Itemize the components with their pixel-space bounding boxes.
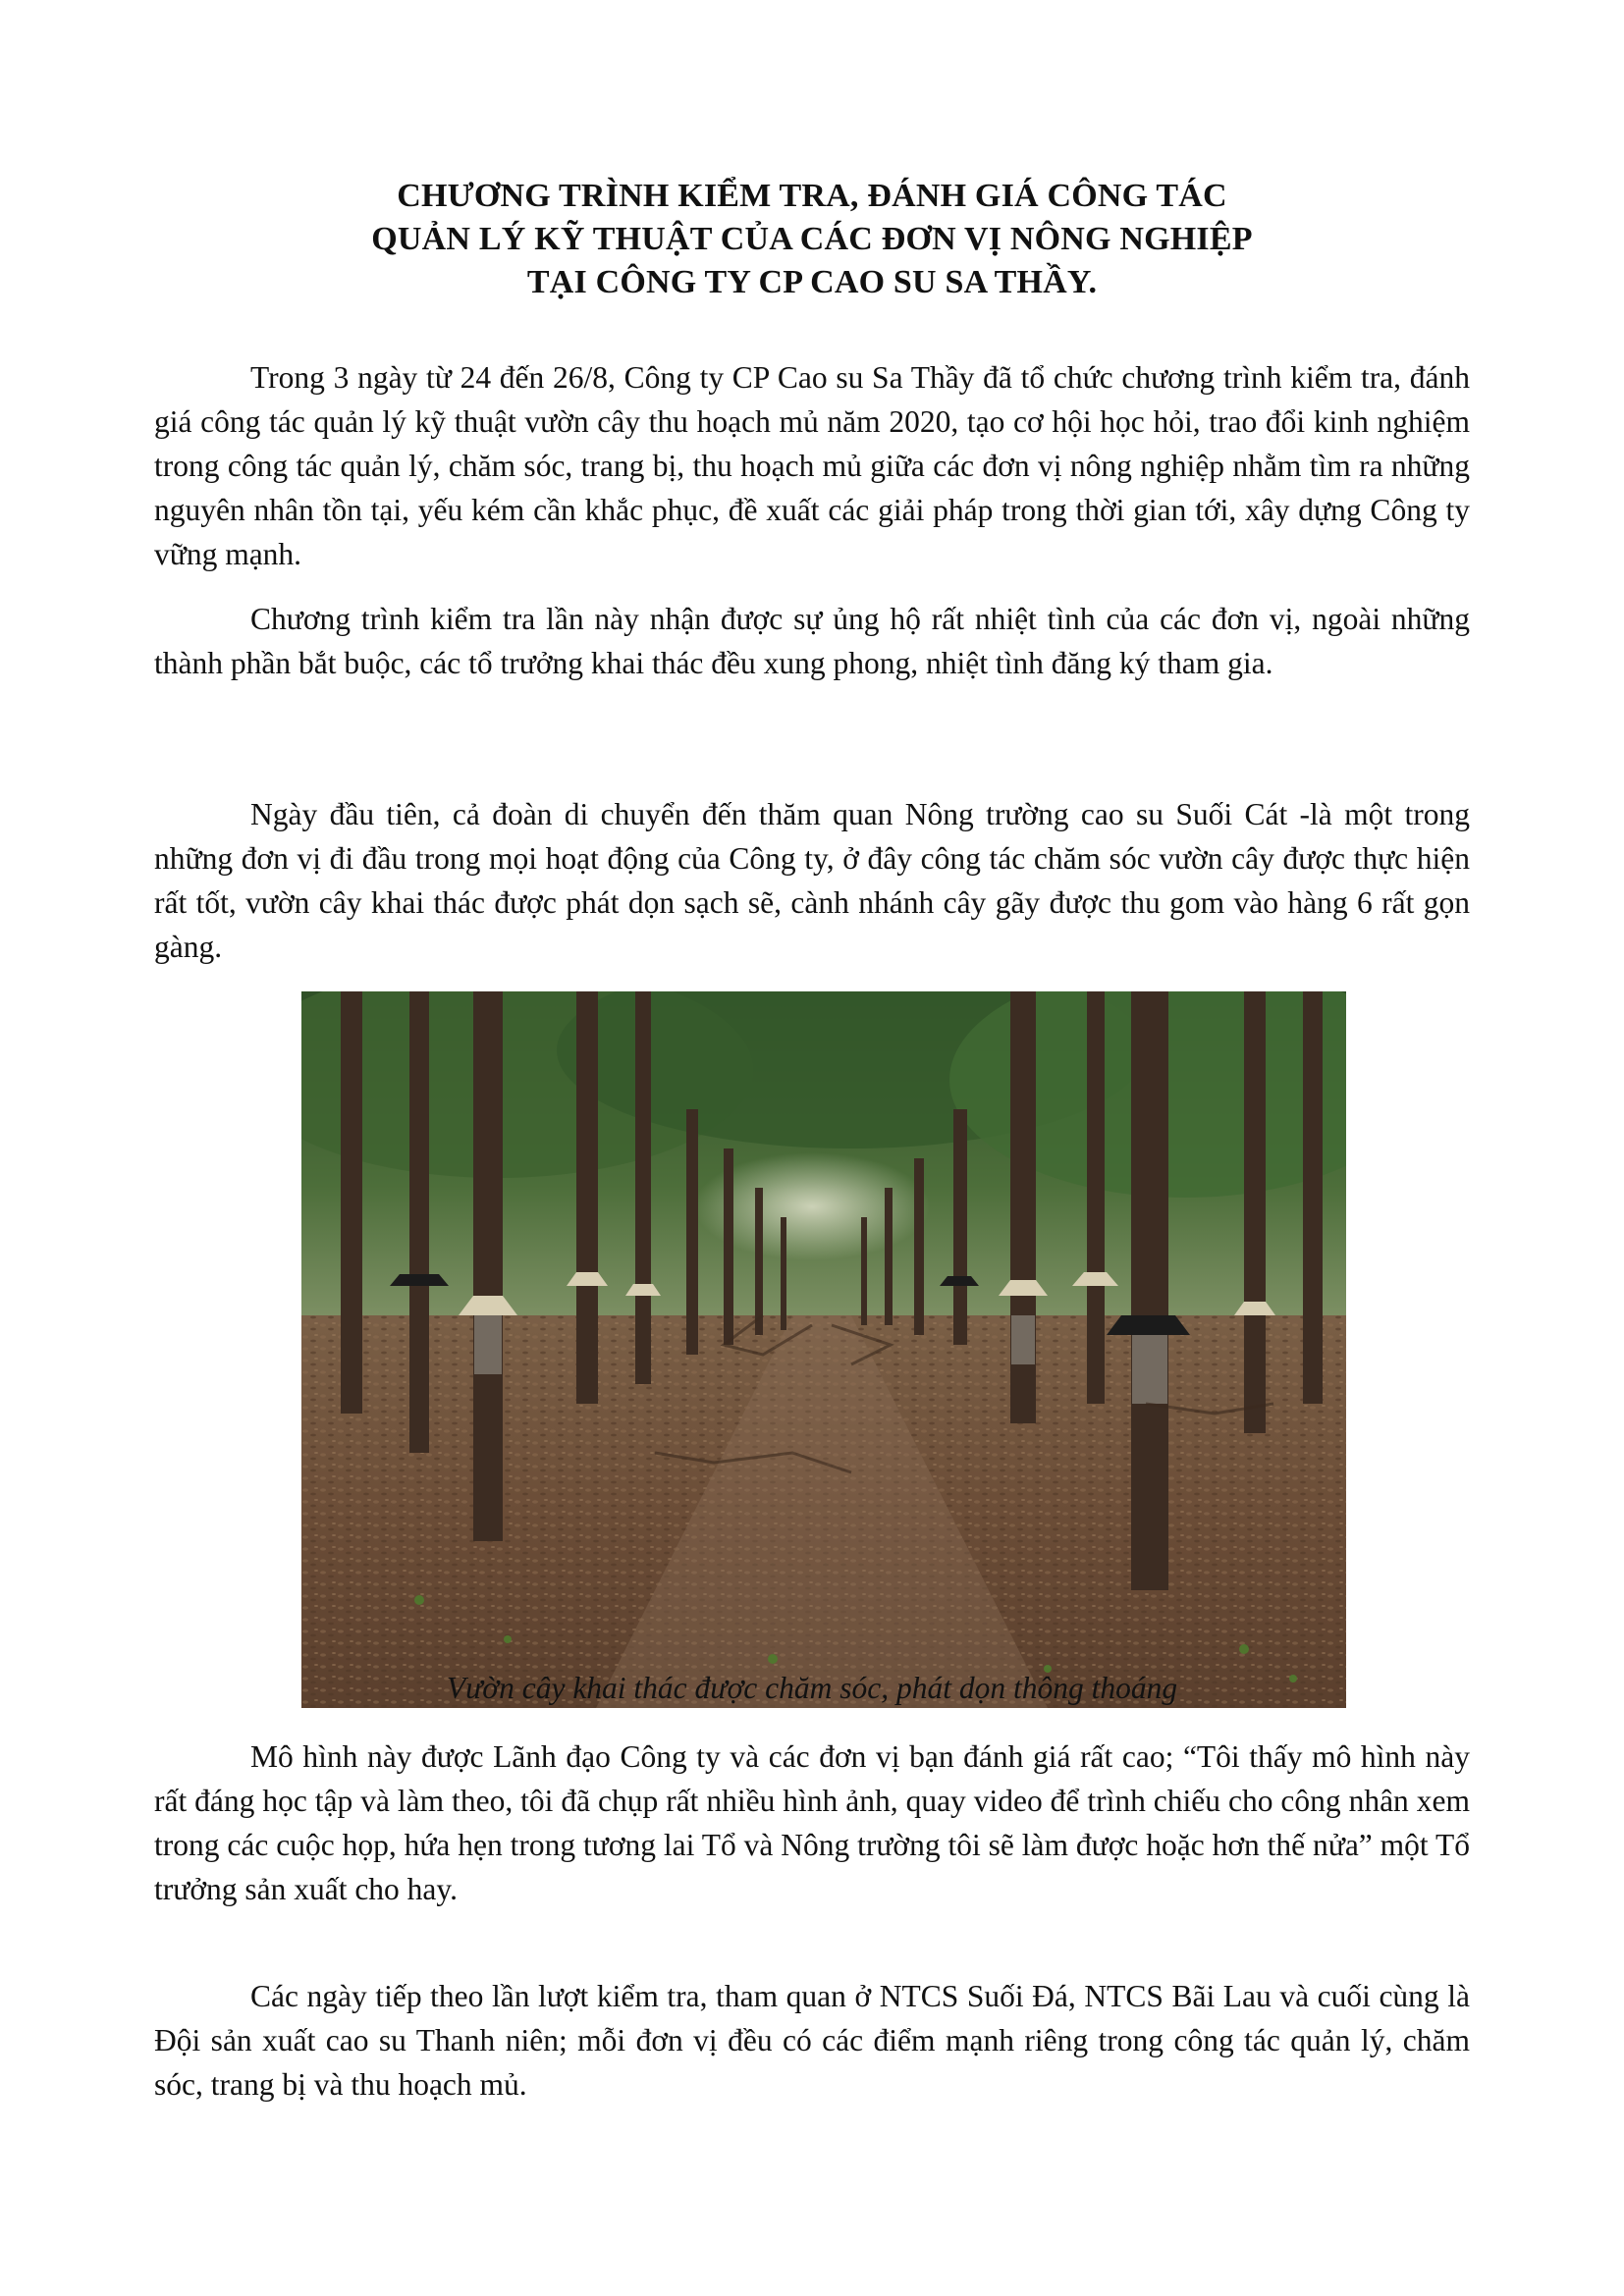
rubber-plantation-photo bbox=[301, 991, 1346, 1708]
title-line-1: CHƯƠNG TRÌNH KIỂM TRA, ĐÁNH GIÁ CÔNG TÁC bbox=[397, 178, 1227, 214]
paragraph-text: Trong 3 ngày từ 24 đến 26/8, Công ty CP Cao su Sa Thầy đã tổ chức chương trình kiểm tra, đánh giá công tác quản lý kỹ thuật vườn cây thu hoạch mủ năm 2020, tạo cơ hội học hỏi, trao đổi kinh nghiệm trong công tác quản lý, chăm sóc, trang bị, thu hoạch mủ giữa các đơn vị nông nghiệp nhằm tìm ra những nguyên nhân tồn tại, yếu kém cần khắc phục, đề xuất các giải pháp trong thời gian tới, xây dựng Công ty vững mạnh. bbox=[154, 360, 1470, 571]
paragraph-text: Mô hình này được Lãnh đạo Công ty và các đơn vị bạn đánh giá rất cao; “Tôi thấy mô hình này rất đáng học tập và làm theo, tôi đã chụp rất nhiều hình ảnh, quay video để trình chiếu cho công nhân xem trong các cuộc họp, hứa hẹn trong tương lai Tổ và Nông trường tôi sẽ làm được hoặc hơn thế nửa” một Tổ trưởng sản xuất cho hay. bbox=[154, 1739, 1470, 1906]
paragraph-3 bbox=[154, 792, 1470, 969]
paragraph-4 bbox=[154, 1735, 1470, 1911]
title-line-2: QUẢN LÝ KỸ THUẬT CỦA CÁC ĐƠN VỊ NÔNG NGHIỆP bbox=[371, 221, 1253, 257]
document-title bbox=[196, 175, 1428, 304]
paragraph-1 bbox=[154, 355, 1470, 576]
paragraph-2 bbox=[154, 597, 1470, 685]
paragraph-text: Các ngày tiếp theo lần lượt kiểm tra, tham quan ở NTCS Suối Đá, NTCS Bãi Lau và cuối cùng là Đội sản xuất cao su Thanh niên; mỗi đơn vị đều có các điểm mạnh riêng trong công tác quản lý, chăm sóc, trang bị và thu hoạch mủ. bbox=[154, 1979, 1470, 2102]
figure-caption: Vườn cây khai thác được chăm sóc, phát dọn thông thoáng bbox=[446, 1671, 1178, 1705]
paragraph-text: Chương trình kiểm tra lần này nhận được sự ủng hộ rất nhiệt tình của các đơn vị, ngoài những thành phần bắt buộc, các tổ trưởng khai thác đều xung phong, nhiệt tình đăng ký tham gia. bbox=[154, 602, 1470, 680]
paragraph-text: Ngày đầu tiên, cả đoàn di chuyển đến thăm quan Nông trường cao su Suối Cát -là một trong những đơn vị đi đầu trong mọi hoạt động của Công ty, ở đây công tác chăm sóc vườn cây được thực hiện rất tốt, vườn cây khai thác được phát dọn sạch sẽ, cành nhánh cây gãy được thu gom vào hàng 6 rất gọn gàng. bbox=[154, 797, 1470, 964]
title-line-3: TẠI CÔNG TY CP CAO SU SA THẦY. bbox=[526, 264, 1098, 300]
paragraph-5 bbox=[154, 1974, 1470, 2107]
